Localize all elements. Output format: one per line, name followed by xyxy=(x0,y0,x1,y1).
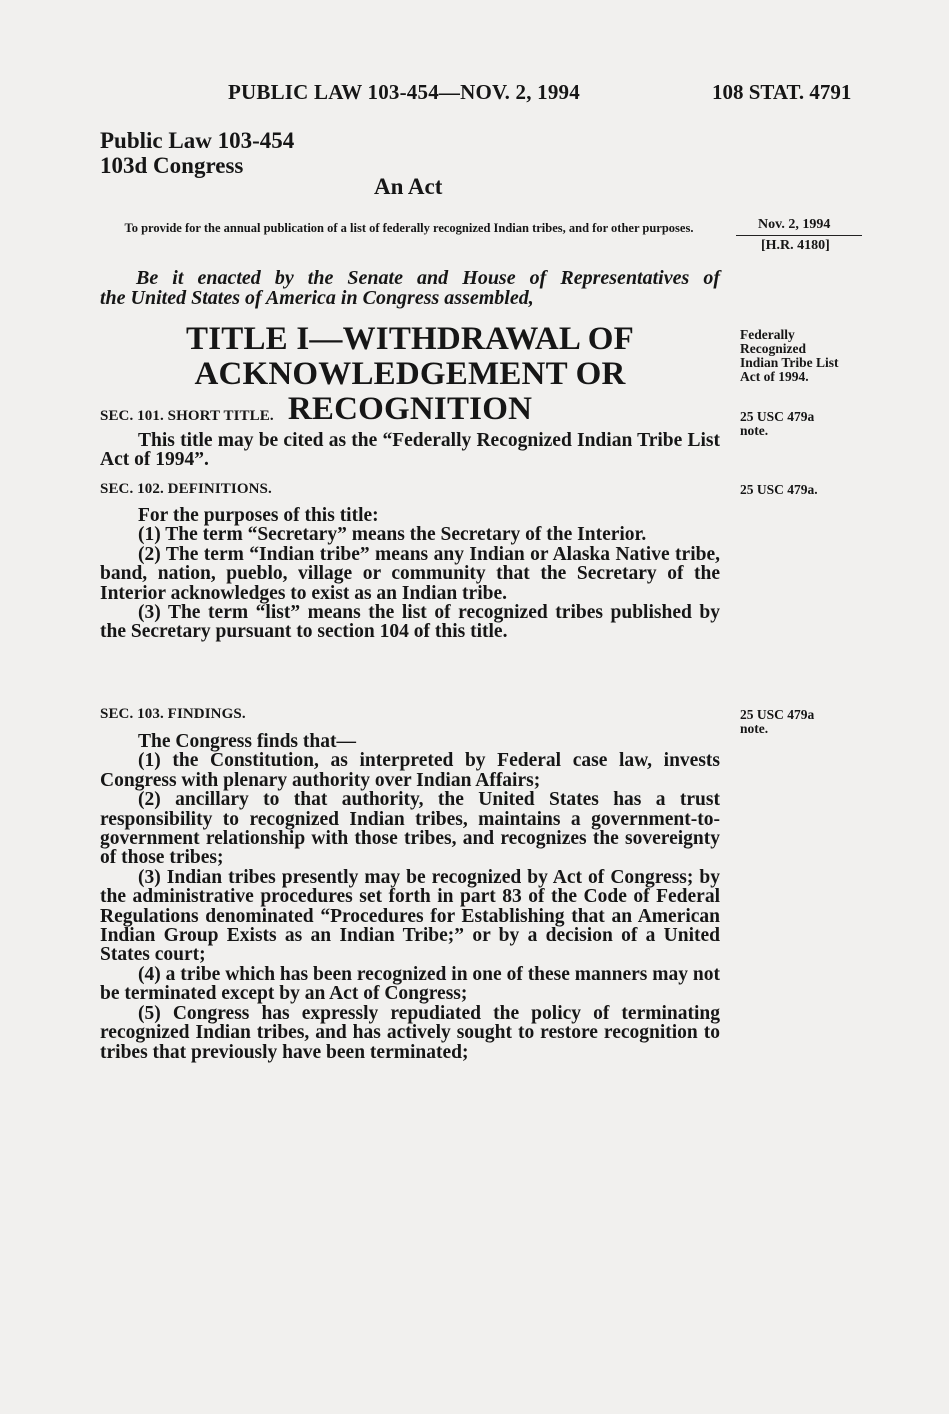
section-101-text: This title may be cited as the “Federally Recognized Indian Tribe List Act of 1994”. xyxy=(100,430,720,471)
sidenote-line: Indian Tribe List xyxy=(740,355,839,370)
sidenote-line: 25 USC 479a. xyxy=(740,482,818,497)
finding-item: (3) Indian tribes presently may be recognized by Act of Congress; by the administrative procedures set forth in part 83 of the Code of Federal Regulations denominated “Procedures for Establishing that an American Indian Group Exists as an Indian Tribe;” or by a decision of a United States court; xyxy=(100,866,720,966)
sidenote-line: Federally xyxy=(740,327,795,342)
title-heading-line-2: ACKNOWLEDGEMENT OR RECOGNITION xyxy=(194,356,626,427)
long-title: To provide for the annual publication of a list of federally recognized Indian tribes, and for other purposes. xyxy=(124,221,694,235)
finding-item: (4) a tribe which has been recognized in one of these manners may not be terminated except by an Act of Congress; xyxy=(100,963,720,1005)
sidenote-sec-101 xyxy=(740,410,860,438)
act-heading: An Act xyxy=(374,174,443,199)
sidenote-line: 25 USC 479a xyxy=(740,409,815,424)
bill-number: [H.R. 4180] xyxy=(761,238,830,253)
sidenote-line: 25 USC 479a xyxy=(740,707,815,722)
enacting-clause-line-2: the United States of America in Congress assembled, xyxy=(100,287,534,309)
enacting-clause xyxy=(100,268,720,308)
sidenote-line: note. xyxy=(740,721,769,736)
finding-item: (2) ancillary to that authority, the United States has a trust responsibility to recognized Indian tribes, maintains a government-to-government relationship with those tribes, and recognizes the sovereignty of those tribes; xyxy=(100,789,720,869)
law-identifier xyxy=(100,128,294,178)
section-101-heading: SEC. 101. SHORT TITLE. xyxy=(100,408,274,424)
enactment-date-note xyxy=(736,216,862,255)
enactment-date: Nov. 2, 1994 xyxy=(736,216,862,236)
section-102-heading: SEC. 102. DEFINITIONS. xyxy=(100,481,272,497)
title-heading-line-1: TITLE I—WITHDRAWAL OF xyxy=(186,321,634,357)
sidenote-sec-102 xyxy=(740,483,860,497)
section-102-body xyxy=(100,506,720,642)
congress-number: 103d Congress xyxy=(100,153,244,178)
sidenote-sec-103 xyxy=(740,708,860,736)
section-102-intro: For the purposes of this title: xyxy=(138,505,379,526)
finding-item: (5) Congress has expressly repudiated the policy of terminating recognized Indian tribes, and has actively sought to restore recognition to tribes that previously have been terminated; xyxy=(100,1002,720,1063)
definition-item: (2) The term “Indian tribe” means any Indian or Alaska Native tribe, band, nation, pueblo, village or community that the Secretary of the Interior acknowledges to exist as an Indian tribe. xyxy=(100,543,720,604)
section-103-intro: The Congress finds that— xyxy=(138,731,356,752)
running-head: PUBLIC LAW 103-454—NOV. 2, 1994 xyxy=(228,80,580,104)
sidenote-popular-name xyxy=(740,328,870,384)
enacting-clause-line-1: Be it enacted by the Senate and House of Representatives of xyxy=(136,267,720,289)
sidenote-line: Act of 1994. xyxy=(740,369,809,384)
law-number: Public Law 103-454 xyxy=(100,128,295,153)
finding-item: (1) the Constitution, as interpreted by Federal case law, invests Congress with plenary authority over Indian Affairs; xyxy=(100,750,720,791)
sidenote-line: note. xyxy=(740,423,769,438)
definition-item: (3) The term “list” means the list of recognized tribes published by the Secretary pursuant to section 104 of this title. xyxy=(100,602,720,643)
sidenote-line: Recognized xyxy=(740,341,806,356)
definition-item: (1) The term “Secretary” means the Secretary of the Interior. xyxy=(138,524,647,546)
section-101-body xyxy=(100,431,720,470)
stat-citation: 108 STAT. 4791 xyxy=(712,80,852,104)
section-103-heading: SEC. 103. FINDINGS. xyxy=(100,706,246,722)
section-103-body xyxy=(100,732,720,1062)
